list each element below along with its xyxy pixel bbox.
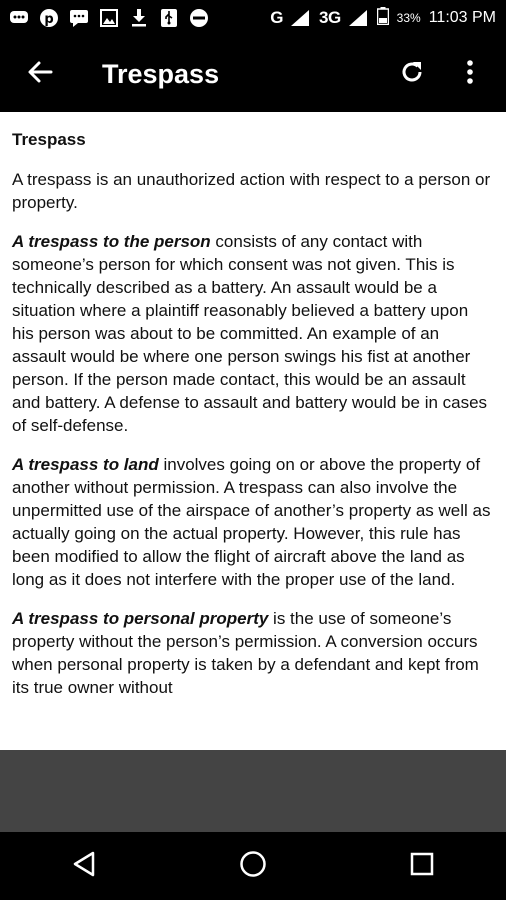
article-heading: Trespass [12,130,86,149]
arrow-back-icon [27,59,53,90]
intro-paragraph: A trespass is an unauthorized action with respect to a person or property. [12,170,491,212]
more-vert-icon [466,59,474,90]
land-paragraph [12,453,494,591]
property-paragraph [12,607,494,699]
triangle-back-icon [72,851,96,882]
notification-icons [0,7,210,29]
app-bar-actions [396,54,486,94]
usb-icon [158,7,180,29]
back-button[interactable] [20,54,60,94]
clock: 11:03 PM [428,9,496,26]
property-body: is the use of someone’s property without the person’s permission. A conversion occurs when personal property is taken by a defendant and kept from its true owner without [12,609,479,697]
page-title: Trespass [102,58,220,89]
network-g-label: G [270,8,283,27]
land-lead: A trespass to land [12,455,159,474]
person-lead: A trespass to the person [12,232,211,251]
chat-bubble-icon [8,7,30,29]
network-3g-label: 3G [318,8,341,27]
person-paragraph [12,230,494,437]
square-recents-icon [410,852,434,881]
pinterest-icon [38,7,60,29]
land-body: involves going on or above the property of another without permission. A trespass can also involve the unpermitted use of the airspace of another’s property as well as actually going on the actual property. However, this rule has been modified to allow the flight of aircraft above the land as long as it does not interfere with the proper use of the land. [12,455,491,589]
app-bar [0,36,506,112]
nav-home-button[interactable] [223,836,283,896]
nav-recents-button[interactable] [392,836,452,896]
battery-percent: 33% [396,11,421,25]
bottom-panel [0,750,506,832]
more-options-button[interactable] [454,54,486,94]
system-nav-bar [0,832,506,900]
message-icon [68,7,90,29]
svg-text:p: p [44,12,54,27]
nav-back-button[interactable] [54,836,114,896]
signal-icon [291,10,311,26]
battery-icon [377,7,389,29]
image-icon [98,7,120,29]
signal-icon-2 [349,10,369,26]
refresh-button[interactable] [396,54,428,94]
person-body: consists of any contact with someone’s person for which consent was not given. This is technically described as a battery. An assault would be a situation where a plaintiff reasonably believed a battery upon his person was about to be committed. An example of an assault would be where one person swings his fist at another person. If the person made contact, this would be an assault and battery. A defense to assault and battery would be in cases of self-defense. [12,232,488,435]
system-status [270,7,506,29]
status-bar [0,0,506,36]
refresh-icon [399,59,425,90]
download-icon [128,7,150,29]
circle-home-icon [239,850,267,883]
property-lead: A trespass to personal property [12,609,269,628]
article-content[interactable] [0,112,506,750]
do-not-disturb-icon [188,7,210,29]
